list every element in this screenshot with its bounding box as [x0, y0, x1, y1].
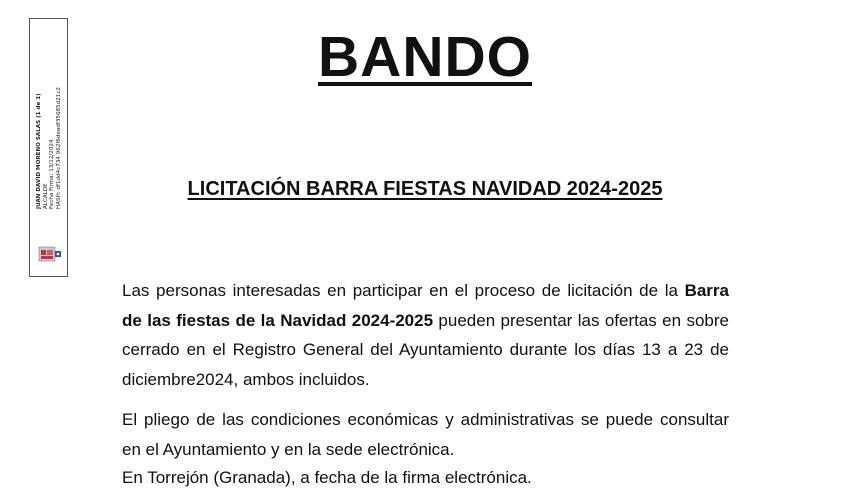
- paragraph-1-part-1: Las personas interesadas en participar en el proceso de licitación de la: [122, 281, 685, 300]
- municipal-seal-icon: [38, 243, 62, 265]
- paragraph-1-bold: Barra de las fiestas de la Navidad 2024-2025: [122, 281, 729, 330]
- paragraph-1-part-2: pueden presentar las ofertas en sobre cerrado en el Registro General del Ayuntamiento durante los días 13 a 23 de diciembre2024, ambos incluidos.: [122, 310, 729, 389]
- page-title: [0, 24, 850, 90]
- paragraph-1: [122, 276, 729, 394]
- stamp-signer: JUAN DAVID MORENO SALAS (1 de 1): [36, 93, 42, 209]
- stamp-date: Fecha Firma: 13/12/2024: [49, 139, 56, 209]
- document-subtitle: LICITACIÓN BARRA FIESTAS NAVIDAD 2024-2025: [187, 178, 663, 200]
- stamp-hash: HASH: df1dd4c734 962f6deadf35685d21c2: [55, 87, 62, 209]
- paragraph-2: El pliego de las condiciones económicas y administrativas se puede consultar en el Ayuntamiento y en la sede electrónica.: [122, 410, 729, 459]
- body-text: [122, 276, 729, 475]
- title-text: BANDO: [318, 25, 532, 89]
- stamp-role: ALCALDE: [42, 183, 49, 209]
- closing-line: En Torrejón (Granada), a fecha de la firma electrónica.: [122, 468, 532, 487]
